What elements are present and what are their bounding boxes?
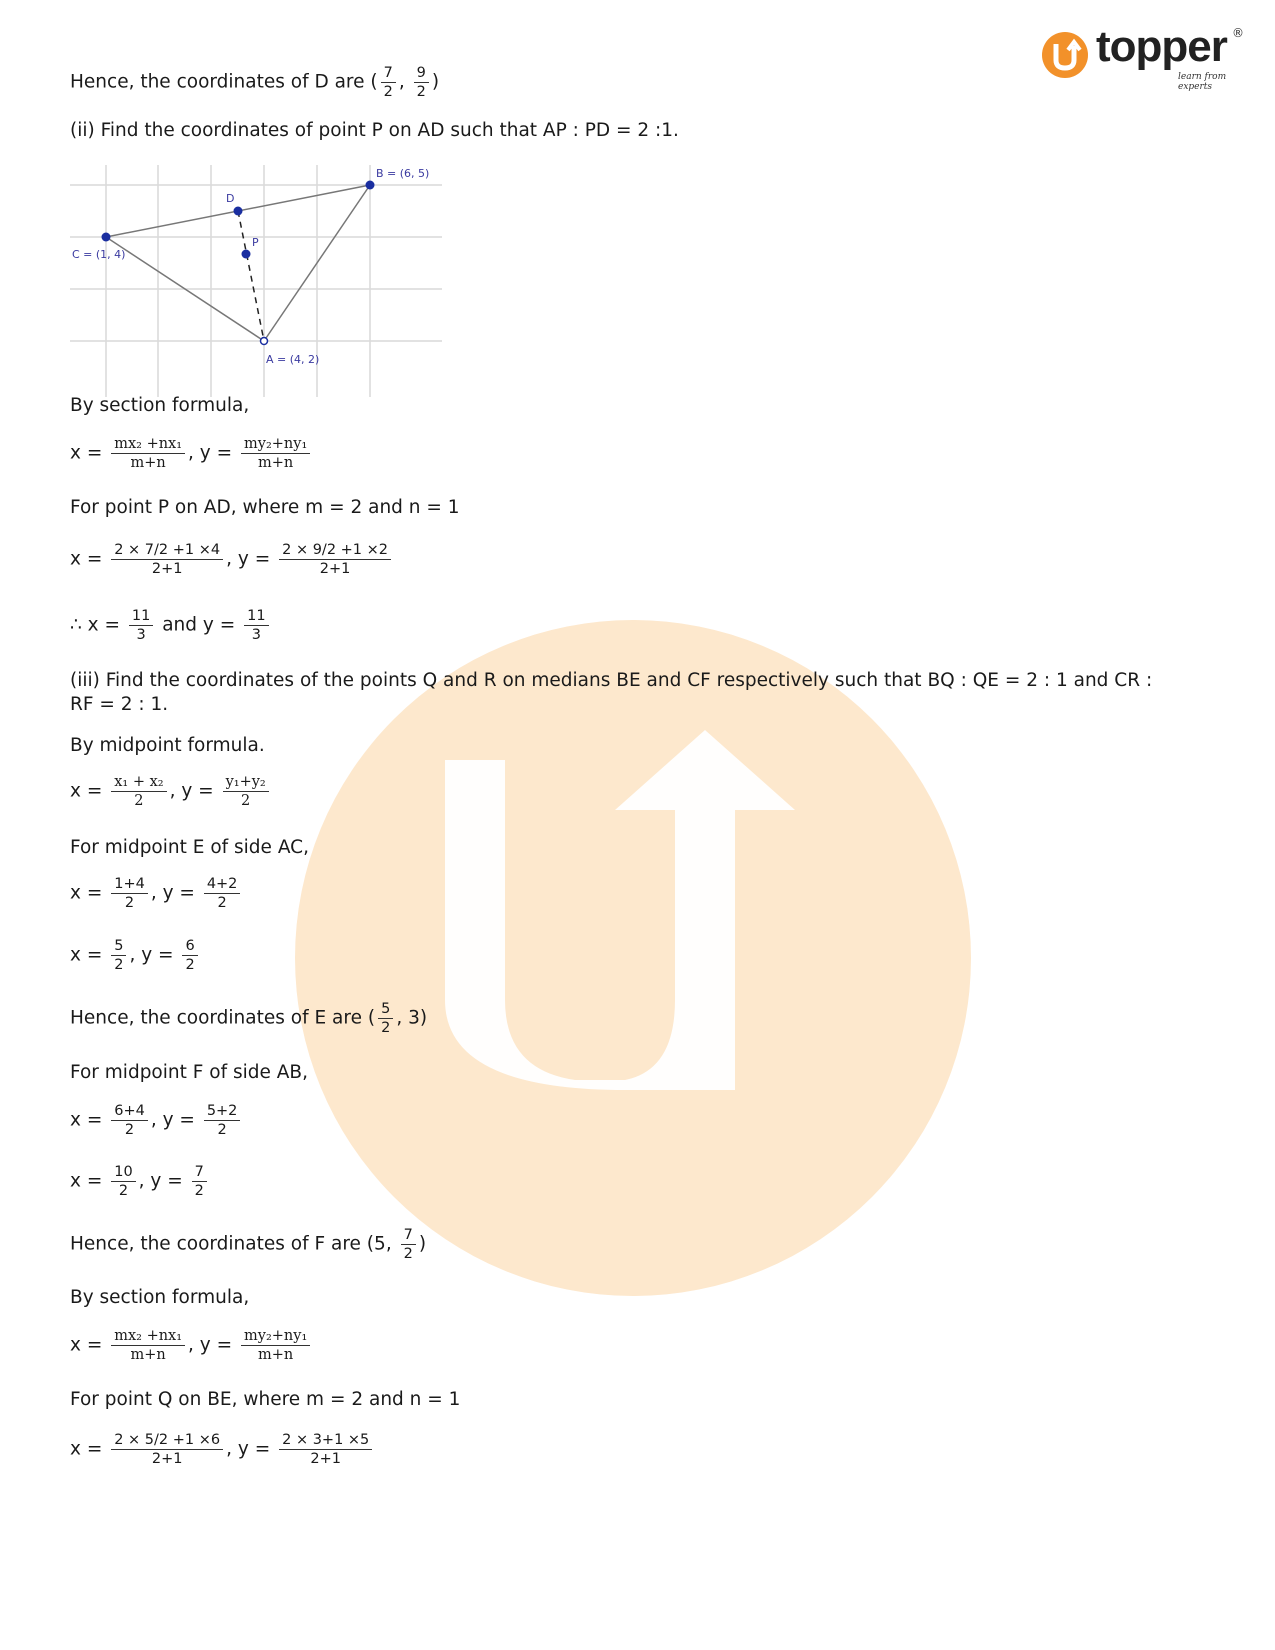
label-d: D	[226, 192, 235, 205]
fraction: $\frac{1+4}{2}$	[111, 875, 148, 912]
label-c: C = (1, 4)	[72, 248, 126, 261]
e-y-value: 3	[408, 1007, 420, 1029]
question-iii-line2: RF = 2 : 1.	[70, 694, 169, 715]
f-coordinates-line: Hence, the coordinates of F are (5, $\frac{7}{2}$ )	[70, 1227, 427, 1262]
midpoint-formula: x = $\frac{\text{x₁ + x₂}}{2}$ , y = $\frac{\text{y₁+y₂}}{2}$	[70, 773, 272, 810]
section-formula-heading: By section formula,	[70, 395, 250, 416]
midpoint-e-heading: For midpoint E of side AC,	[70, 837, 309, 858]
fraction: $\frac{6}{2}$	[182, 937, 197, 974]
logo-tagline: learn from experts	[1178, 72, 1227, 92]
fraction: $\frac{2 \times 9/2 +1 \times 2}{2+1}$	[279, 541, 391, 578]
fraction: $\frac{5}{2}$	[111, 937, 126, 974]
fraction: $\frac{7}{2}$	[381, 64, 396, 101]
fraction: $\frac{\text{my₂+ny₁}}{m+n}$	[241, 1327, 310, 1364]
question-iii-line1: (iii) Find the coordinates of the points Q and R on medians BE and CF respectively such that BQ : QE = 2 : 1 and CR :	[70, 670, 1153, 691]
point-p-condition: For point P on AD, where m = 2 and n = 1	[70, 497, 460, 518]
point-p-result: ∴ x = $\frac{11}{3}$ and y = $\frac{11}{3}$	[70, 607, 272, 644]
section-formula-2: x = $\frac{\text{mx₂ +nx₁}}{m+n}$ , y = $\frac{\text{my₂+ny₁}}{m+n}$	[70, 1327, 313, 1364]
point-d	[234, 207, 243, 216]
point-p	[242, 250, 251, 259]
fraction: $\frac{\text{mx₂ +nx₁}}{m+n}$	[111, 435, 185, 472]
fraction: $\frac{2 \times 7/2 +1 \times 4}{2+1}$	[111, 541, 223, 578]
section-formula-heading-2: By section formula,	[70, 1287, 250, 1308]
fraction: $\frac{7}{2}$	[192, 1163, 207, 1200]
fraction: $\frac{\text{mx₂ +nx₁}}{m+n}$	[111, 1327, 185, 1364]
fraction: $\frac{5+2}{2}$	[204, 1102, 241, 1139]
midpoint-e-formula: x = $\frac{1+4}{2}$ , y = $\frac{4+2}{2}$	[70, 875, 243, 912]
midpoint-formula-heading: By midpoint formula.	[70, 735, 265, 756]
point-b	[366, 181, 375, 190]
label-b: B = (6, 5)	[376, 167, 430, 180]
e-coordinates-line: Hence, the coordinates of E are ( $\frac{5}{2}$ , 3)	[70, 1001, 428, 1036]
triangle-figure	[70, 165, 442, 397]
logo-wordmark: topper	[1096, 22, 1227, 71]
fraction: $\frac{11}{3}$	[129, 607, 153, 644]
point-a	[261, 338, 268, 345]
text: Hence, the coordinates of F are	[70, 1233, 361, 1255]
midpoint-f-heading: For midpoint F of side AB,	[70, 1062, 308, 1083]
fraction: $\frac{11}{3}$	[244, 607, 268, 644]
point-p-formula: x = $\frac{2 \times 7/2 +1 \times 4}{2+1}$ , y = $\frac{2 \times 9/2 +1 \times 2}{2+1}$	[70, 541, 394, 578]
point-c	[102, 233, 111, 242]
logo-u-icon	[1042, 32, 1088, 78]
label-a: A = (4, 2)	[266, 353, 320, 366]
d-coordinates-line: Hence, the coordinates of D are ( $\frac{7}{2}$ , $\frac{9}{2}$ )	[70, 65, 440, 100]
point-q-condition: For point Q on BE, where m = 2 and n = 1	[70, 1389, 461, 1410]
label-p: P	[252, 236, 259, 249]
point-q-formula: x = $\frac{2 \times 5/2 +1 \times 6}{2+1}$ , y = $\frac{2 \times 3+1 \times 5}{2+1}$	[70, 1431, 375, 1468]
fraction: $\frac{4+2}{2}$	[204, 875, 241, 912]
fraction: $\frac{2 \times 3+1 \times 5}{2+1}$	[279, 1431, 372, 1468]
midpoint-e-result: x = $\frac{5}{2}$ , y = $\frac{6}{2}$	[70, 937, 201, 974]
fraction: $\frac{2 \times 5/2 +1 \times 6}{2+1}$	[111, 1431, 223, 1468]
f-x-value: 5	[374, 1233, 386, 1255]
fraction: $\frac{7}{2}$	[401, 1226, 416, 1263]
fraction: $\frac{\text{y₁+y₂}}{2}$	[223, 773, 269, 810]
text: Hence, the coordinates of D are	[70, 71, 365, 93]
fraction: $\frac{5}{2}$	[378, 1000, 393, 1037]
watermark-u-arrow-icon	[295, 620, 971, 1296]
midpoint-f-formula: x = $\frac{6+4}{2}$ , y = $\frac{5+2}{2}$	[70, 1102, 243, 1139]
fraction: $\frac{9}{2}$	[414, 64, 429, 101]
fraction: $\frac{\text{my₂+ny₁}}{m+n}$	[241, 435, 310, 472]
section-formula: x = $\frac{\text{mx₂ +nx₁}}{m+n}$ , y = $\frac{\text{my₂+ny₁}}{m+n}$	[70, 435, 313, 472]
fraction: $\frac{10}{2}$	[111, 1163, 135, 1200]
logo-registered-mark: ®	[1232, 26, 1244, 40]
midpoint-f-result: x = $\frac{10}{2}$ , y = $\frac{7}{2}$	[70, 1163, 210, 1200]
question-ii: (ii) Find the coordinates of point P on AD such that AP : PD = 2 :1.	[70, 120, 679, 141]
fraction: $\frac{\text{x₁ + x₂}}{2}$	[111, 773, 166, 810]
watermark-circle	[295, 620, 971, 1296]
topper-logo	[1040, 22, 1244, 92]
text: Hence, the coordinates of E are	[70, 1007, 362, 1029]
triangle-diagram	[70, 165, 442, 397]
fraction: $\frac{6+4}{2}$	[111, 1102, 148, 1139]
